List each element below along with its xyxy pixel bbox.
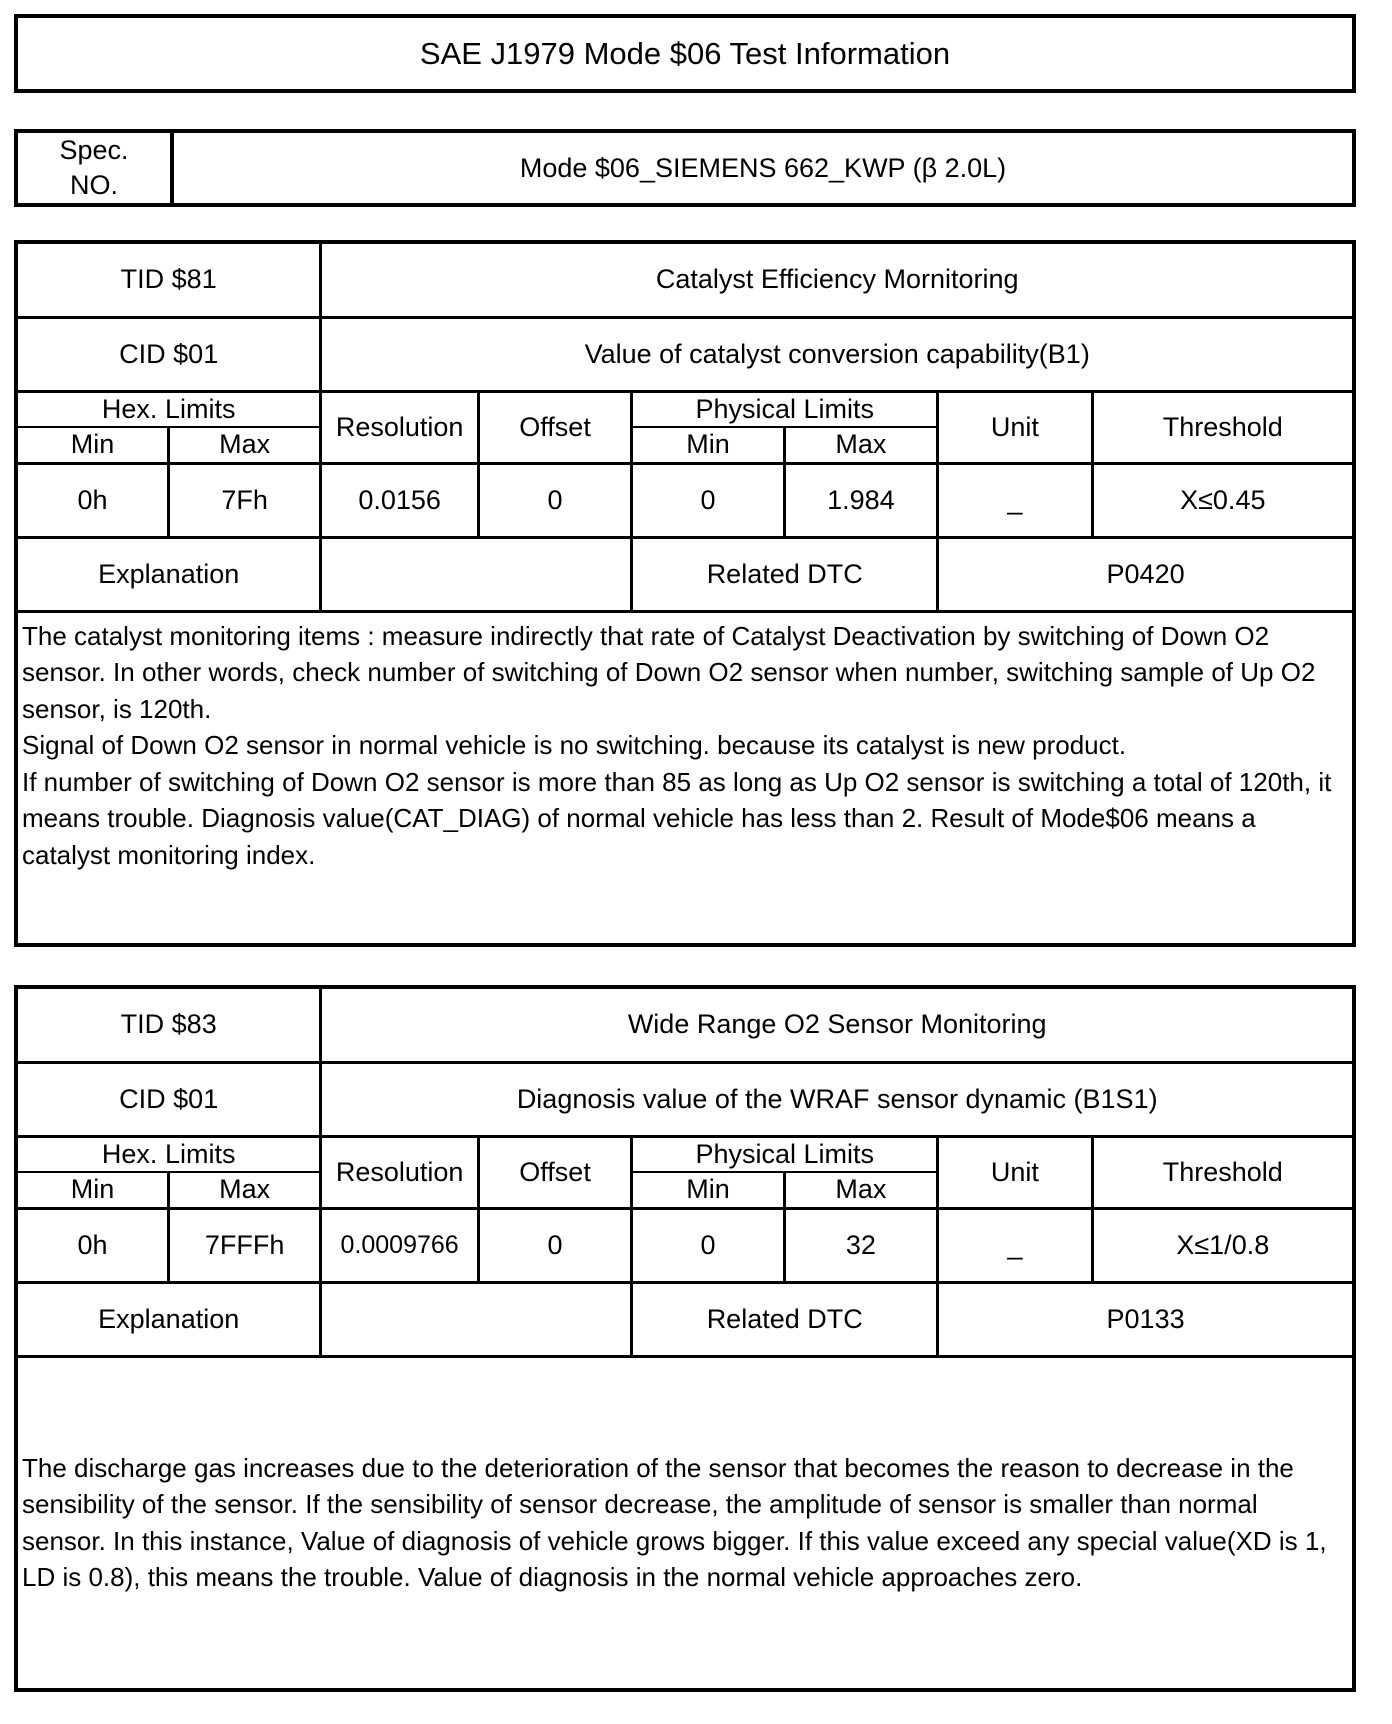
threshold-header: Threshold <box>1092 1136 1354 1208</box>
resolution-header: Resolution <box>321 1136 478 1208</box>
values-row <box>16 463 1354 537</box>
explanation-row <box>16 1282 1354 1356</box>
threshold-header: Threshold <box>1092 391 1354 463</box>
cid-description: Value of catalyst conversion capability(B1) <box>321 317 1354 391</box>
tid-description: Catalyst Efficiency Mornitoring <box>321 242 1354 317</box>
tid-description: Wide Range O2 Sensor Monitoring <box>321 987 1354 1062</box>
tid-id: TID $81 <box>16 242 321 317</box>
threshold-value: X≤0.45 <box>1092 463 1354 537</box>
phys-min-header: Min <box>632 427 784 463</box>
explanation-text-row <box>16 1356 1354 1690</box>
phys-max-header: Max <box>784 427 937 463</box>
phys-max-header: Max <box>784 1172 937 1208</box>
resolution-header: Resolution <box>321 391 478 463</box>
explanation-text <box>16 1356 1354 1690</box>
phys-min-value: 0 <box>632 1208 784 1282</box>
hex-max-value: 7Fh <box>168 463 320 537</box>
explanation-value <box>321 1282 632 1356</box>
hex-min-value: 0h <box>16 463 168 537</box>
tid-row <box>16 242 1354 317</box>
cid-description: Diagnosis value of the WRAF sensor dynamic (B1S1) <box>321 1062 1354 1136</box>
explanation-label: Explanation <box>16 1282 321 1356</box>
threshold-value: X≤1/0.8 <box>1092 1208 1354 1282</box>
related-dtc-value: P0133 <box>938 1282 1354 1356</box>
values-row <box>16 1208 1354 1282</box>
unit-value: _ <box>938 463 1092 537</box>
explanation-paragraph: If number of switching of Down O2 sensor is more than 85 as long as Up O2 sensor is switching a total of 120th, it means trouble. Diagnosis value(CAT_DIAG) of normal vehicle has less than 2. Result of Mode$06 means a catalyst monitoring index. <box>22 766 1332 870</box>
hex-limits-header: Hex. Limits <box>16 1136 321 1172</box>
spec-label-line2: NO. <box>69 170 118 200</box>
offset-value: 0 <box>478 463 631 537</box>
phys-min-header: Min <box>632 1172 784 1208</box>
resolution-value: 0.0009766 <box>321 1208 478 1282</box>
explanation-text-row <box>16 611 1354 945</box>
cid-row <box>16 317 1354 391</box>
explanation-paragraph: The catalyst monitoring items : measure indirectly that rate of Catalyst Deactivation by switching of Down O2 sensor. In other words, check number of switching of Down O2 sensor when number, switching sample of Up O2 sensor, is 120th. <box>22 620 1316 724</box>
phys-max-value: 1.984 <box>784 463 937 537</box>
explanation-row <box>16 537 1354 611</box>
offset-value: 0 <box>478 1208 631 1282</box>
hex-max-header: Max <box>168 427 320 463</box>
header-row <box>16 391 1354 427</box>
document-title: SAE J1979 Mode $06 Test Information <box>14 14 1356 93</box>
offset-header: Offset <box>478 391 631 463</box>
unit-header: Unit <box>938 1136 1092 1208</box>
offset-header: Offset <box>478 1136 631 1208</box>
explanation-label: Explanation <box>16 537 321 611</box>
hex-min-header: Min <box>16 427 168 463</box>
resolution-value: 0.0156 <box>321 463 478 537</box>
related-dtc-label: Related DTC <box>632 1282 938 1356</box>
spec-label <box>18 133 174 203</box>
tid-id: TID $83 <box>16 987 321 1062</box>
unit-value: _ <box>938 1208 1092 1282</box>
spec-number-box <box>14 129 1356 207</box>
explanation-text <box>16 611 1354 945</box>
explanation-value <box>321 537 632 611</box>
test-table-tid83 <box>14 985 1356 1692</box>
cid-row <box>16 1062 1354 1136</box>
cid-id: CID $01 <box>16 317 321 391</box>
phys-min-value: 0 <box>632 463 784 537</box>
related-dtc-label: Related DTC <box>632 537 938 611</box>
test-table-tid81 <box>14 240 1356 947</box>
hex-limits-header: Hex. Limits <box>16 391 321 427</box>
hex-min-value: 0h <box>16 1208 168 1282</box>
related-dtc-value: P0420 <box>938 537 1354 611</box>
explanation-paragraph: Signal of Down O2 sensor in normal vehicle is no switching. because its catalyst is new product. <box>22 730 1127 760</box>
cid-id: CID $01 <box>16 1062 321 1136</box>
physical-limits-header: Physical Limits <box>632 1136 938 1172</box>
physical-limits-header: Physical Limits <box>632 391 938 427</box>
hex-max-value: 7FFFh <box>168 1208 320 1282</box>
hex-min-header: Min <box>16 1172 168 1208</box>
hex-max-header: Max <box>168 1172 320 1208</box>
explanation-paragraph: The discharge gas increases due to the deterioration of the sensor that becomes the reason to decrease in the sensibility of the sensor. If the sensibility of sensor decrease, the amplitude of sensor is smaller than normal sensor. In this instance, Value of diagnosis of vehicle grows bigger. If this value exceed any special value(XD is 1, LD is 0.8), this means the trouble. Value of diagnosis in the normal vehicle approaches zero. <box>22 1452 1327 1593</box>
spec-label-line1: Spec. <box>59 135 129 165</box>
phys-max-value: 32 <box>784 1208 937 1282</box>
tid-row <box>16 987 1354 1062</box>
spec-value: Mode $06_SIEMENS 662_KWP (β 2.0L) <box>519 152 1007 183</box>
unit-header: Unit <box>938 391 1092 463</box>
header-row <box>16 1136 1354 1172</box>
